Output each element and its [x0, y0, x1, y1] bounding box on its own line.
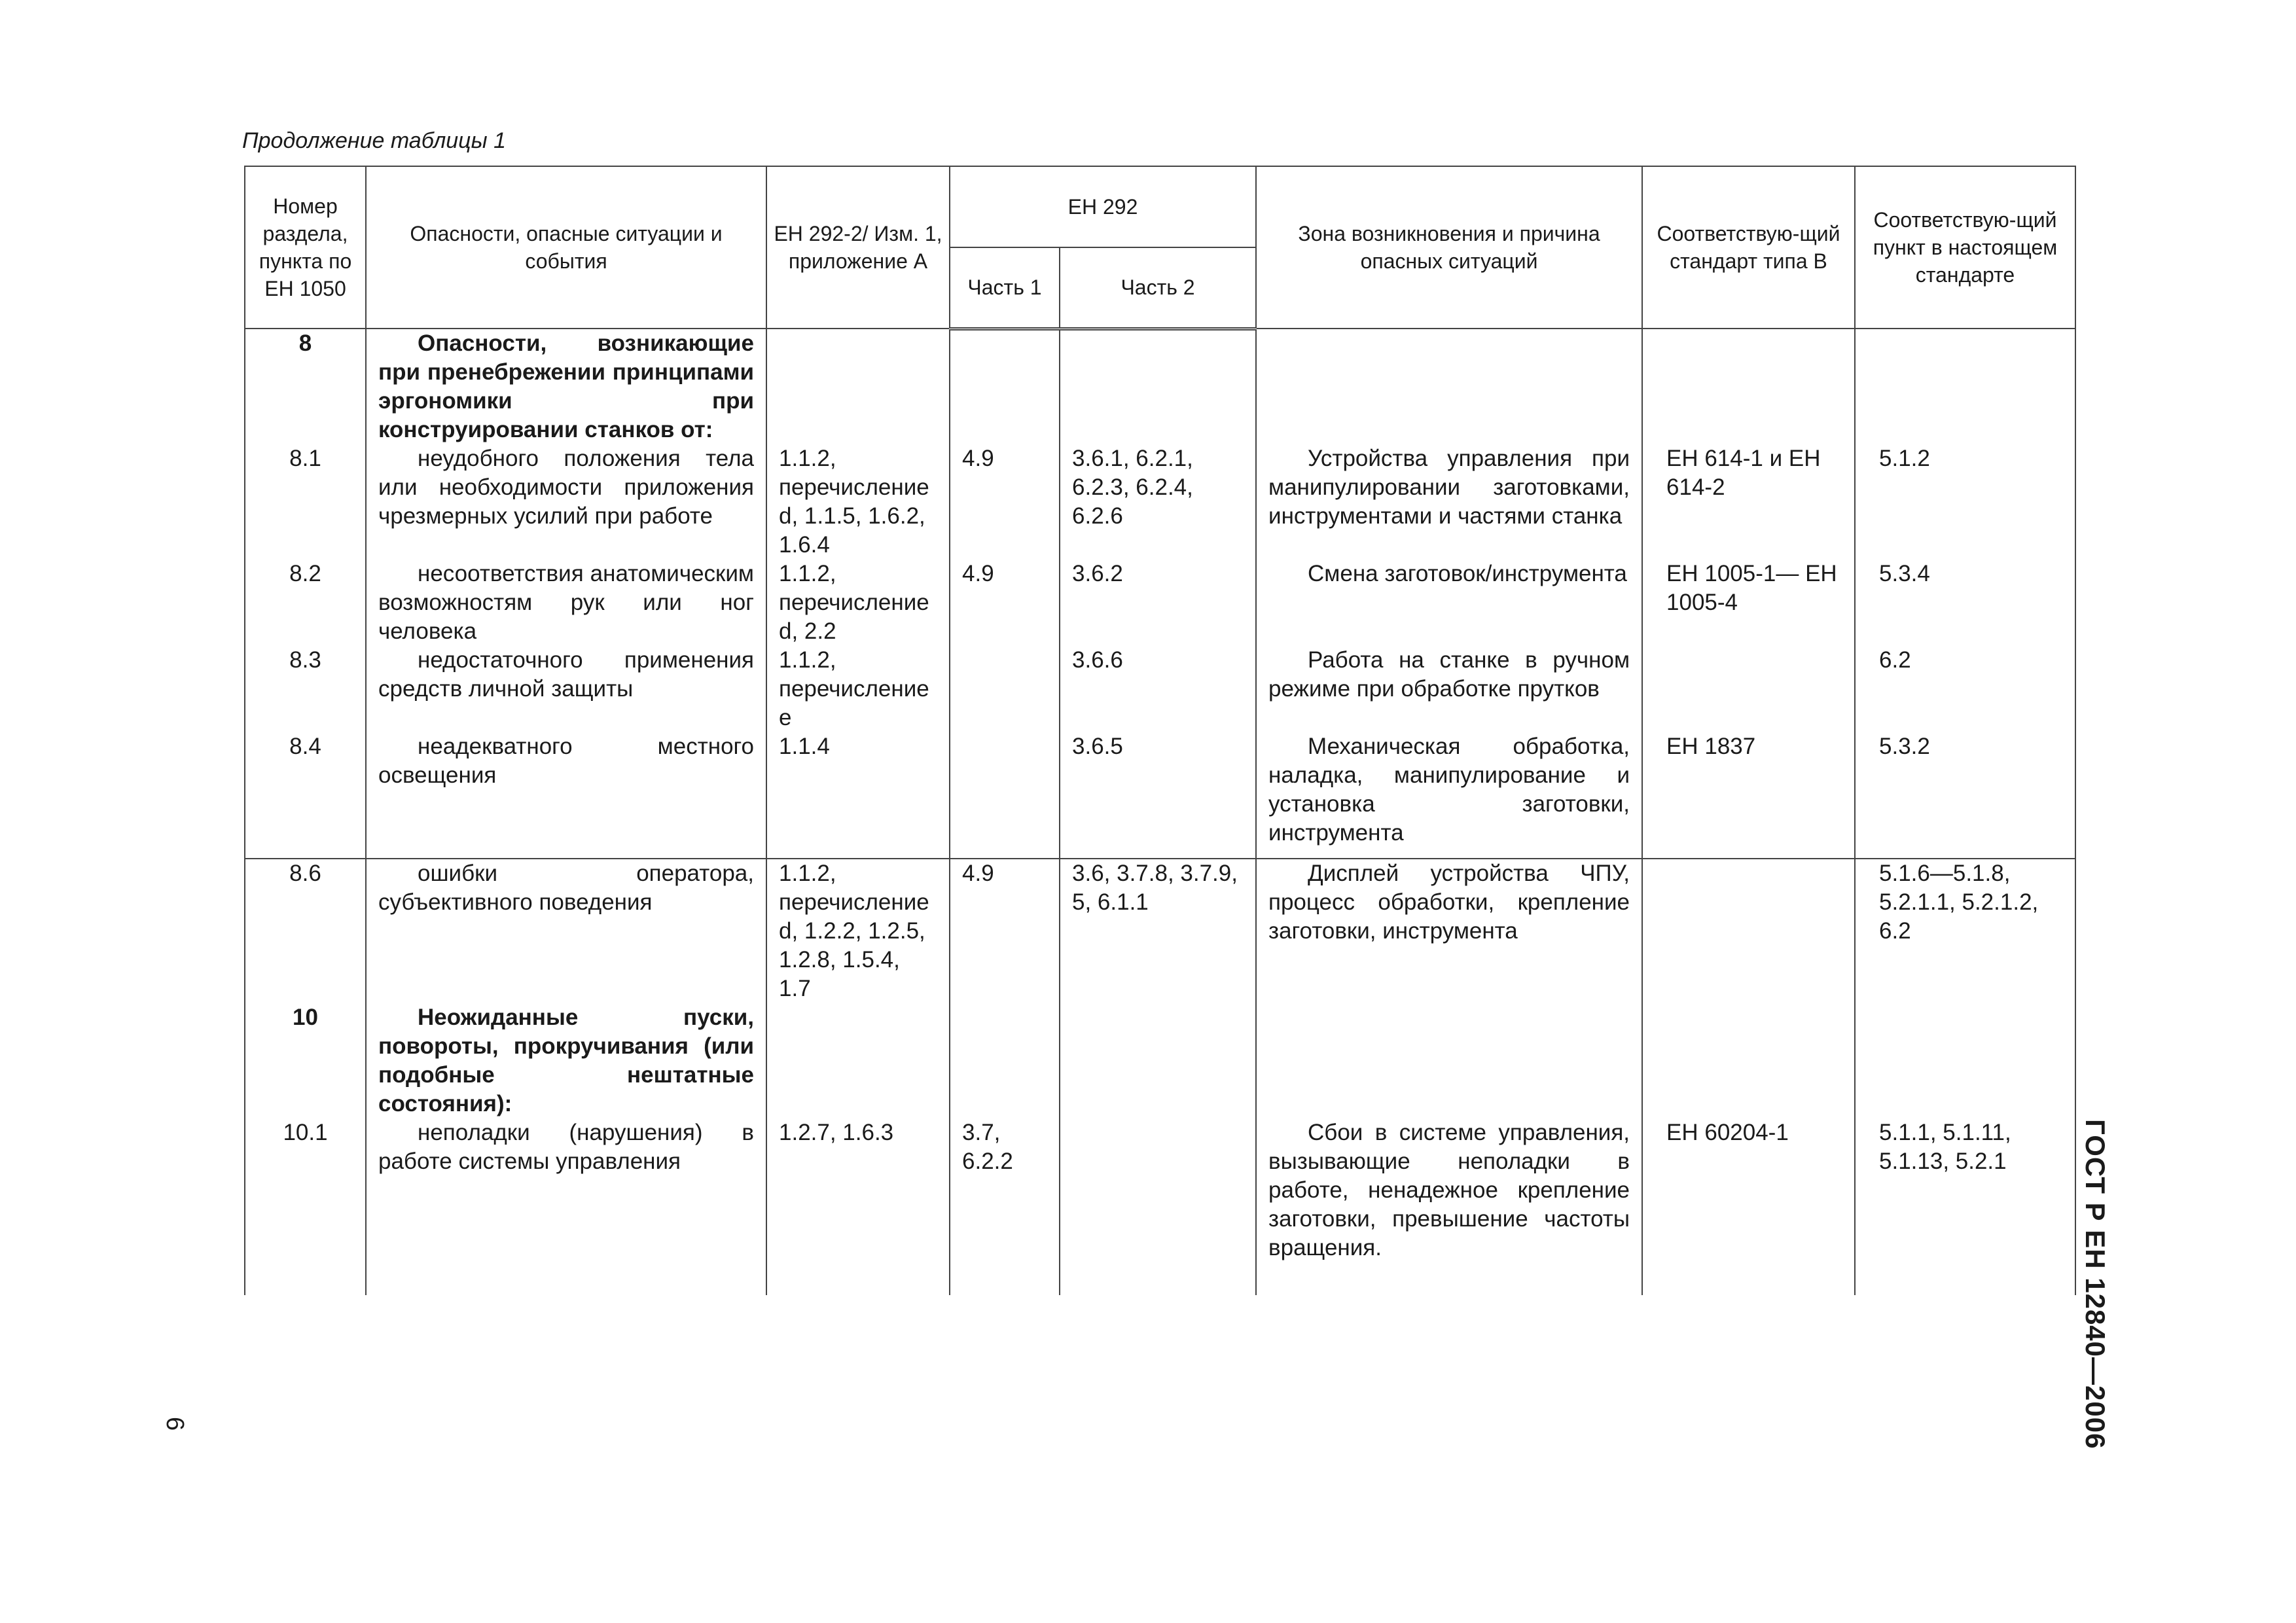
hazard-text: Неожиданные пуски, повороты, прокручивания (или подобные нештатные состояния): — [378, 1005, 754, 1116]
en292-2-ref: 1.1.2, перечисление d, 1.1.5, 1.6.2, 1.6.4 — [766, 444, 950, 560]
clause-ref: 5.3.4 — [1855, 560, 2075, 646]
row-number: 10 — [245, 1003, 366, 1118]
part1-ref — [950, 732, 1060, 859]
type-b-standard: ЕН 614-1 и ЕН 614-2 — [1642, 444, 1855, 560]
header-en292-2: ЕН 292-2/ Изм. 1, приложение А — [766, 166, 950, 329]
type-b-standard: ЕН 60204-1 — [1642, 1118, 1855, 1295]
part2-ref — [1060, 1118, 1256, 1295]
part1-ref: 4.9 — [950, 444, 1060, 560]
part1-ref — [950, 1003, 1060, 1118]
table-row — [245, 859, 2075, 1003]
row-number: 8.2 — [245, 560, 366, 646]
en292-2-ref — [766, 1003, 950, 1118]
header-clause: Соответствую-щий пункт в настоящем стандарте — [1855, 166, 2075, 329]
table-row — [245, 646, 2075, 732]
type-b-standard: ЕН 1837 — [1642, 732, 1855, 859]
part2-ref — [1060, 329, 1256, 444]
en292-2-ref: 1.2.7, 1.6.3 — [766, 1118, 950, 1295]
header-part2: Часть 2 — [1060, 247, 1256, 329]
part1-ref: 4.9 — [950, 560, 1060, 646]
hazard-text: неудобного положения тела или необходимости приложения чрезмерных усилий при работе — [378, 446, 754, 529]
part1-ref: 4.9 — [950, 859, 1060, 1003]
part2-ref: 3.6.5 — [1060, 732, 1256, 859]
header-type-b-standard: Соответствую-щий стандарт типа В — [1642, 166, 1855, 329]
row-number: 8.1 — [245, 444, 366, 560]
table-row — [245, 444, 2075, 560]
row-number: 10.1 — [245, 1118, 366, 1295]
hazard-table — [244, 166, 2076, 1295]
zone-text: Работа на станке в ручном режиме при обработке прутков — [1268, 647, 1630, 702]
en292-2-ref — [766, 329, 950, 444]
header-hazards: Опасности, опасные ситуации и события — [366, 166, 766, 329]
table-row — [245, 560, 2075, 646]
zone-text: Дисплей устройства ЧПУ, процесс обработки, крепление заготовки, инструмента — [1268, 861, 1630, 944]
part2-ref: 3.6, 3.7.8, 3.7.9, 5, 6.1.1 — [1060, 859, 1256, 1003]
header-part1: Часть 1 — [950, 247, 1060, 329]
type-b-standard — [1642, 1003, 1855, 1118]
part2-ref: 3.6.1, 6.2.1, 6.2.3, 6.2.4, 6.2.6 — [1060, 444, 1256, 560]
part1-ref — [950, 329, 1060, 444]
zone-text: Сбои в системе управления, вызывающие неполадки в работе, ненадежное крепление заготовки, превышение частоты вращения. — [1268, 1120, 1630, 1260]
clause-ref: 6.2 — [1855, 646, 2075, 732]
table-row — [245, 1003, 2075, 1118]
row-number: 8 — [245, 329, 366, 444]
type-b-standard: ЕН 1005-1— ЕН 1005-4 — [1642, 560, 1855, 646]
header-section-number: Номер раздела, пункта по ЕН 1050 — [245, 166, 366, 329]
header-zone: Зона возникновения и причина опасных ситуаций — [1256, 166, 1642, 329]
clause-ref: 5.1.2 — [1855, 444, 2075, 560]
en292-2-ref: 1.1.2, перечисление d, 2.2 — [766, 560, 950, 646]
clause-ref: 5.1.1, 5.1.11, 5.1.13, 5.2.1 — [1855, 1118, 2075, 1295]
table-row — [245, 1118, 2075, 1295]
zone-text: Устройства управления при манипулировании заготовками, инструментами и частями станка — [1268, 446, 1630, 529]
part1-ref — [950, 646, 1060, 732]
zone-text: Механическая обработка, наладка, манипулирование и установка заготовки, инструмента — [1268, 734, 1630, 846]
clause-ref: 5.3.2 — [1855, 732, 2075, 859]
en292-2-ref: 1.1.2, перечисление d, 1.2.2, 1.2.5, 1.2.8, 1.5.4, 1.7 — [766, 859, 950, 1003]
type-b-standard — [1642, 859, 1855, 1003]
part2-ref: 3.6.6 — [1060, 646, 1256, 732]
type-b-standard — [1642, 646, 1855, 732]
document-code-vertical: ГОСТ Р ЕН 12840—2006 — [2080, 1119, 2111, 1450]
clause-ref: 5.1.6—5.1.8, 5.2.1.1, 5.2.1.2, 6.2 — [1855, 859, 2075, 1003]
en292-2-ref: 1.1.4 — [766, 732, 950, 859]
clause-ref — [1855, 1003, 2075, 1118]
hazard-text: Опасности, возникающие при пренебрежении принципами эргономики при конструировании станков от: — [378, 330, 754, 442]
type-b-standard — [1642, 329, 1855, 444]
page-number: 6 — [161, 1417, 188, 1431]
part1-ref: 3.7, 6.2.2 — [950, 1118, 1060, 1295]
zone-text: Смена заготовок/инструмента — [1308, 561, 1627, 586]
part2-ref — [1060, 1003, 1256, 1118]
part2-ref: 3.6.2 — [1060, 560, 1256, 646]
table-row — [245, 329, 2075, 444]
hazard-text: несоответствия анатомическим возможностям рук или ног человека — [378, 561, 754, 644]
row-number: 8.4 — [245, 732, 366, 859]
row-number: 8.3 — [245, 646, 366, 732]
hazard-text: неадекватного местного освещения — [378, 734, 754, 788]
hazard-text: недостаточного применения средств личной защиты — [378, 647, 754, 702]
en292-2-ref: 1.1.2, перечисление е — [766, 646, 950, 732]
header-en292: ЕН 292 — [950, 166, 1256, 247]
hazard-text: неполадки (нарушения) в работе системы управления — [378, 1120, 754, 1174]
table-row — [245, 732, 2075, 859]
clause-ref — [1855, 329, 2075, 444]
hazard-text: ошибки оператора, субъективного поведения — [378, 861, 754, 915]
table-caption: Продолжение таблицы 1 — [242, 128, 506, 153]
row-number: 8.6 — [245, 859, 366, 1003]
